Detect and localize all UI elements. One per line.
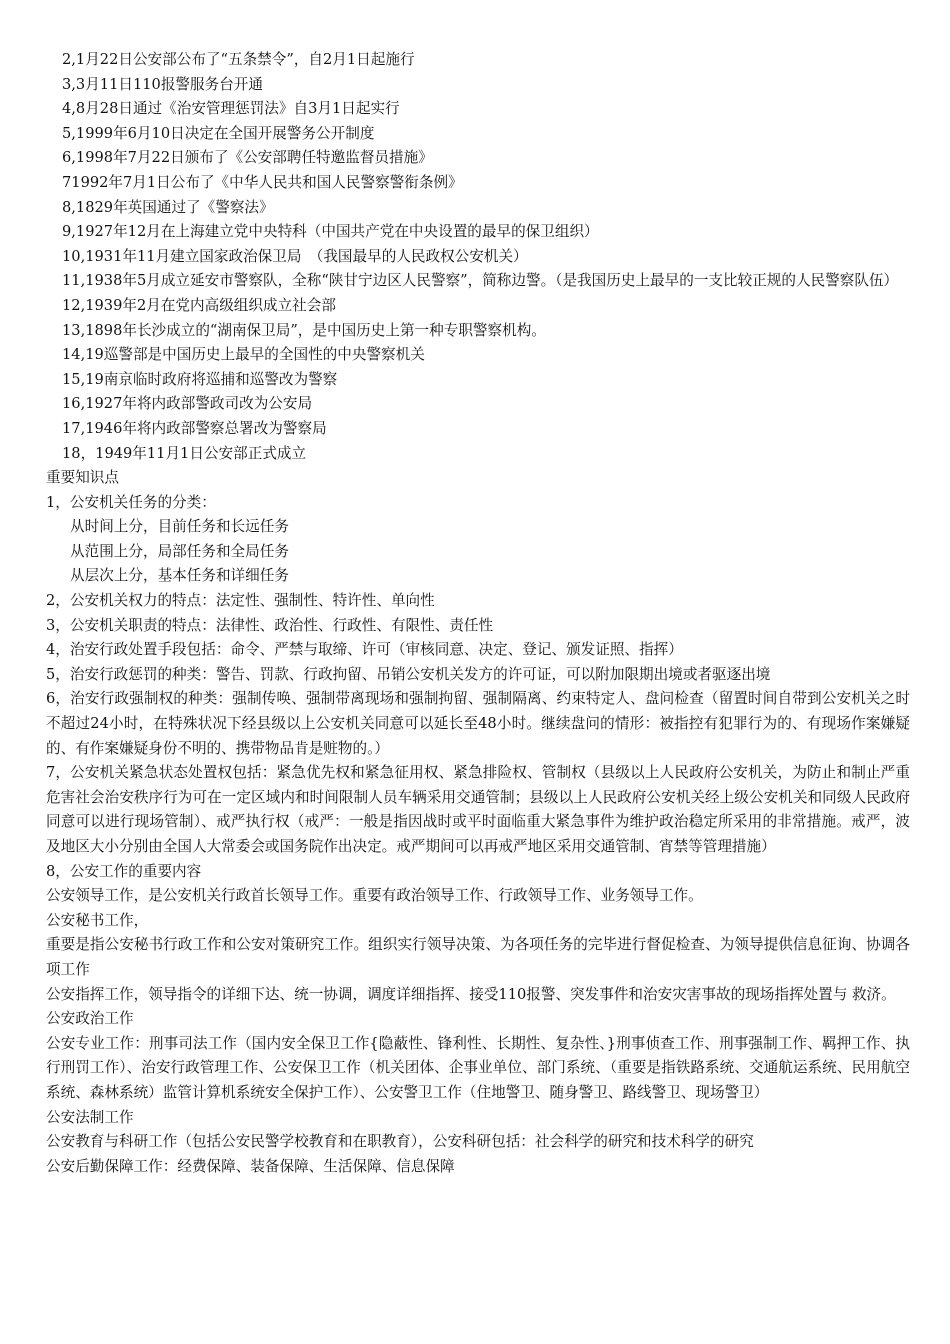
point-subitem: 从时间上分，目前任务和长远任务 <box>70 518 289 536</box>
history-item: 14,19巡警部是中国历史上最早的全国性的中央警察机关 <box>62 346 425 364</box>
history-item: 2,1月22日公安部公布了“五条禁令”，自2月1日起施行 <box>62 51 415 68</box>
history-item: 9,1927年12月在上海建立党中央特科（中国共产党在中央设置的最早的保卫组织） <box>62 223 599 241</box>
knowledge-point: 5，治安行政惩罚的种类：警告、罚款、行政拘留、吊销公安机关发方的许可证，可以附加限期出境或者驱逐出境 <box>46 665 771 683</box>
history-item: 71992年7月1日公布了《中华人民共和国人民警察警衔条例》 <box>62 173 463 191</box>
knowledge-point: 8，公安工作的重要内容 <box>46 862 202 880</box>
work-item: 公安后勤保障工作：经费保障、装备保障、生活保障、信息保障 <box>46 1157 455 1175</box>
work-item: 公安专业工作：刑事司法工作（国内安全保卫工作{隐蔽性、锋利性、长期性、复杂性、}刑事侦查工作、刑事强制工作、羁押工作、执行刑罚工作）、治安行政管理工作、公安保卫工作（机关团体、企事业单位、部门系统、（重要是指铁路系统、交通航运系统、民用航空系统、森林系统）监管计算机系统安全保护工作）、公安警卫工作（住地警卫、随身警卫、路线警卫、现场警卫） <box>46 1034 910 1101</box>
history-list <box>46 48 910 466</box>
point-heading: 1，公安机关任务的分类： <box>46 493 216 511</box>
knowledge-point: 3，公安机关职责的特点：法律性、政治性、行政性、有限性、责任性 <box>46 616 494 634</box>
history-item: 16,1927年将内政部警政司改为公安局 <box>62 395 313 413</box>
work-item: 公安教育与科研工作（包括公安民警学校教育和在职教育），公安科研包括：社会科学的研究和技术科学的研究 <box>46 1133 754 1151</box>
knowledge-point: 6，治安行政强制权的种类：强制传唤、强制带离现场和强制拘留、强制隔离、约束特定人、盘问检查（留置时间自带到公安机关之时不超过24小时，在特殊状况下经县级以上公安机关同意可以延长至48小时。继续盘问的情形：被指控有犯罪行为的、有现场作案嫌疑的、有作案嫌疑身份不明的、携带物品肯是赃物的。） <box>46 690 910 757</box>
history-item: 15,19南京临时政府将巡捕和巡警改为警察 <box>62 370 338 388</box>
history-item: 18，1949年11月1日公安部正式成立 <box>62 444 307 462</box>
work-item: 公安法制工作 <box>46 1108 134 1126</box>
history-item: 10,1931年11月建立国家政治保卫局 （我国最早的人民政权公安机关） <box>62 247 528 265</box>
work-item: 重要是指公安秘书行政工作和公安对策研究工作。组织实行领导决策、为各项任务的完毕进行督促检查、为领导提供信息征询、协调各项工作 <box>46 936 910 978</box>
knowledge-point: 4，治安行政处置手段包括：命令、严禁与取缔、许可（审核同意、决定、登记、颁发证照、指挥） <box>46 641 683 659</box>
history-item: 6,1998年7月22日颁布了《公安部聘任特邀监督员措施》 <box>62 149 433 167</box>
history-item: 13,1898年长沙成立的“湖南保卫局”，是中国历史上第一种专职警察机构。 <box>62 321 546 339</box>
point-subitem: 从范围上分，局部任务和全局任务 <box>70 542 289 560</box>
work-item: 公安领导工作，是公安机关行政首长领导工作。重要有政治领导工作、行政领导工作、业务领导工作。 <box>46 887 703 905</box>
history-item: 8,1829年英国通过了《警察法》 <box>62 198 274 216</box>
work-item: 公安指挥工作，领导指令的详细下达、统一协调，调度详细指挥、接受110报警、突发事件和治安灾害事故的现场指挥处置与 救济。 <box>46 985 896 1003</box>
history-item: 3,3月11日110报警服务台开通 <box>62 75 263 93</box>
history-item: 11,1938年5月成立延安市警察队，全称“陕甘宁边区人民警察”，简称边警。（是我国历史上最早的一支比较正规的人民警察队伍） <box>62 272 899 290</box>
knowledge-point: 7，公安机关紧急状态处置权包括：紧急优先权和紧急征用权、紧急排险权、管制权（县级以上人民政府公安机关，为防止和制止严重危害社会治安秩序行为可在一定区域内和时间限制人员车辆采用交通管制；县级以上人民政府公安机关经上级公安机关和同级人民政府同意可以进行现场管制）、戒严执行权（戒严：一般是指因战时或平时面临重大紧急事件为维护政治稳定所采用的非常措施。戒严，波及地区大小分别由全国人大常委会或国务院作出决定。戒严期间可以再戒严地区采用交通管制、宵禁等管理措施） <box>46 764 910 855</box>
point-subitem: 从层次上分，基本任务和详细任务 <box>70 567 289 585</box>
history-item: 5,1999年6月10日决定在全国开展警务公开制度 <box>62 124 375 142</box>
knowledge-point: 2，公安机关权力的特点：法定性、强制性、特许性、单向性 <box>46 592 435 610</box>
history-item: 4,8月28日通过《治安管理惩罚法》自3月1日起实行 <box>62 100 400 118</box>
work-item: 公安秘书工作， <box>46 911 149 929</box>
section-title: 重要知识点 <box>46 469 119 487</box>
history-item: 17,1946年将内政部警察总署改为警察局 <box>62 419 327 437</box>
history-item: 12,1939年2月在党内高级组织成立社会部 <box>62 296 336 314</box>
work-item: 公安政治工作 <box>46 1010 134 1028</box>
work-content-list <box>46 884 910 1179</box>
